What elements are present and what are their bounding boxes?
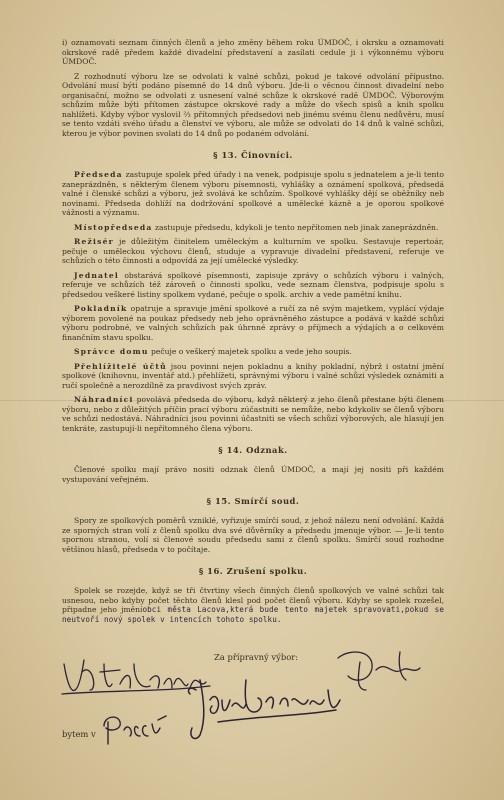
officer-prehlizitele: Přehlížitelé účtů jsou povinni nejen pokladnu a knihy pokladní, nýbrž i ostatní jmění spolkové (knihovnu, inventář atd.) přehlížeti, správnými výboru i valné schůzi výsledek oznámiti a ručí společně a nerozdílně za pravdivost svých zpráv. bbox=[62, 361, 444, 390]
section-14-text: Členové spolku mají právo nositi odznak členů ÚMDOČ, a mají jej nositi při každém vystupování veřejném. bbox=[62, 465, 444, 484]
officer-mistopredseda: Místopředseda zastupuje předsedu, kdykoli je tento nepřítomen neb jinak zaneprázdněn. bbox=[74, 222, 439, 232]
officer-jednatel: Jednatel obstarává spolkové písemnosti, zapisuje zprávy o schůzích výboru i valných, referuje ve schůzích též zároveň o činnosti spolku, vede seznam členstva, podpisuje spolu s předsedou veškeré listiny spolkem vydané, pečuje o spolk. archiv a vede pamětní knihu. bbox=[62, 270, 444, 299]
committee-label: Za přípravný výbor: bbox=[214, 652, 299, 662]
signature-center bbox=[188, 680, 340, 739]
officer-reziser: Režisér je důležitým činitelem uměleckým a kulturním ve spolku. Sestavuje repertoár, pečuje o uměleckou výchovu členů, studuje a vypravuje divadelní představení, referuje ve schůzích o této činnosti a odpovídá za její umělecké výsledky. bbox=[62, 237, 444, 265]
paragraph-appeal: Z rozhodnutí výboru lze se odvolati k valné schůzi, pokud je takové odvolání přípustno. Odvolání musí býti podáno písemně do 14 dnů výboru. Jde-li o věcnou činnost divadelní nebo organisační, možno se odvolati z usnesení valné schůze k okrskové radě ÚMDOČ. Výborovým schůzím může býti přítomen zástupce okrskové rady a může do všech spisů a knih spolku nahlížeti. Kdyby výbor vyslovil ⅔ přítomných předsedovi neb jinému svému členu nedůvěru, musí se tento vzdáti svého úřadu a členství ve výboru, ale může se odvolati do 14 dnů k valné schůzi, kterou je výbor povinen svolati do 14 dnů po podaném odvolání. bbox=[62, 71, 444, 138]
section-13-heading: § 13. Činovníci. bbox=[213, 150, 293, 160]
officer-predseda: Předseda zastupuje spolek před úřady i na venek, podpisuje spolu s jednatelem a je-li tento zaneprázdněn, s některým členem výboru písemnosti, vyhlášky a oznámení spolková, předsedá valné i členské schůzi a výboru, jež svolává ke schůzím. Spolkové vyhlášky dějí se oběžníky neb novinami. Předseda dohlíží na dodržování spolkové a umělecké kázně a je oporou spolkové vážnosti a významu. bbox=[62, 170, 444, 217]
officer-spravce-domu: Správce domu pečuje o veškerý majetek spolku a vede jeho soupis. bbox=[74, 347, 352, 356]
signature-residence bbox=[104, 716, 166, 744]
section-14-heading: § 14. Odznak. bbox=[218, 445, 288, 455]
typewritten-insert: obci města Lacova,která bude tento majetek spravovati,pokud se neutvoří nový spolek v intencích tohoto spolku. bbox=[62, 605, 445, 624]
signature-right bbox=[338, 652, 420, 690]
paragraph-item-i: i) oznamovati seznam činných členů a jeho změny během roku ÚMDOČ, i okrsku a oznamovati okrskové radě předem každé divadelní představení a zasílati cedule ji i výkonnému výboru ÚMDOČ. bbox=[62, 38, 444, 66]
section-15-text: Spory ze spolkových poměrů vzniklé, vyřizuje smírčí soud, z jehož nálezu není odvolání. Každá ze sporných stran volí z členů spolku dva své důvěrníky a předsedu jmenuje výbor. — Je-li tento spornou stranou, volí si členové soudu předsedu sami z členů spolku. Smírčí soud rozhodne většinou hlasů, předseda v to počítaje. bbox=[62, 516, 444, 554]
section-16-heading: § 16. Zrušení spolku. bbox=[198, 566, 308, 576]
officer-nahradnici: Náhradníci povolává předseda do výboru, když některý z jeho členů přestane býti členem výboru, nebo z důležitých příčin prací výboru zúčastniti se nemůže, nebo kdykoliv se členů výboru ve schůzi nedostává. Náhradníci jsou povinni účastniti se všech schůzí výborových, ale hlasují jen tenkráte, zastupují-li nepřítomného člena výboru. bbox=[62, 395, 444, 433]
section-16-text: Spolek se rozejde, když se tři čtvrtiny všech činných členů spolkových ve valné schůzi tak usnesou, nebo kdyby počet těchto členů klesl pod počet členů výboru. Kdyby se spolek rozešel, připadne jeho jměníobci města Lacova,která bude tento majetek spravovati,pokud se neutvoří nový spolek v intencích tohoto spolku. bbox=[62, 586, 445, 624]
residence-label: bytem v bbox=[62, 729, 96, 739]
signature-left bbox=[62, 660, 210, 694]
section-15-heading: § 15. Smírčí soud. bbox=[206, 496, 300, 506]
statute-text bbox=[62, 38, 444, 629]
officer-pokladnik: Pokladník opatruje a spravuje jmění spolkové a ručí za ně svým majetkem, vyplácí výdaje výborem povolené na poukaz předsedy neb jeho oprávněného zástupce a podává v každé schůzi výboru podrobné, ve valných schůzích pak úhrnné zprávy o příjmech a výdajích a o celkovém finančním stavu spolku. bbox=[62, 304, 444, 342]
